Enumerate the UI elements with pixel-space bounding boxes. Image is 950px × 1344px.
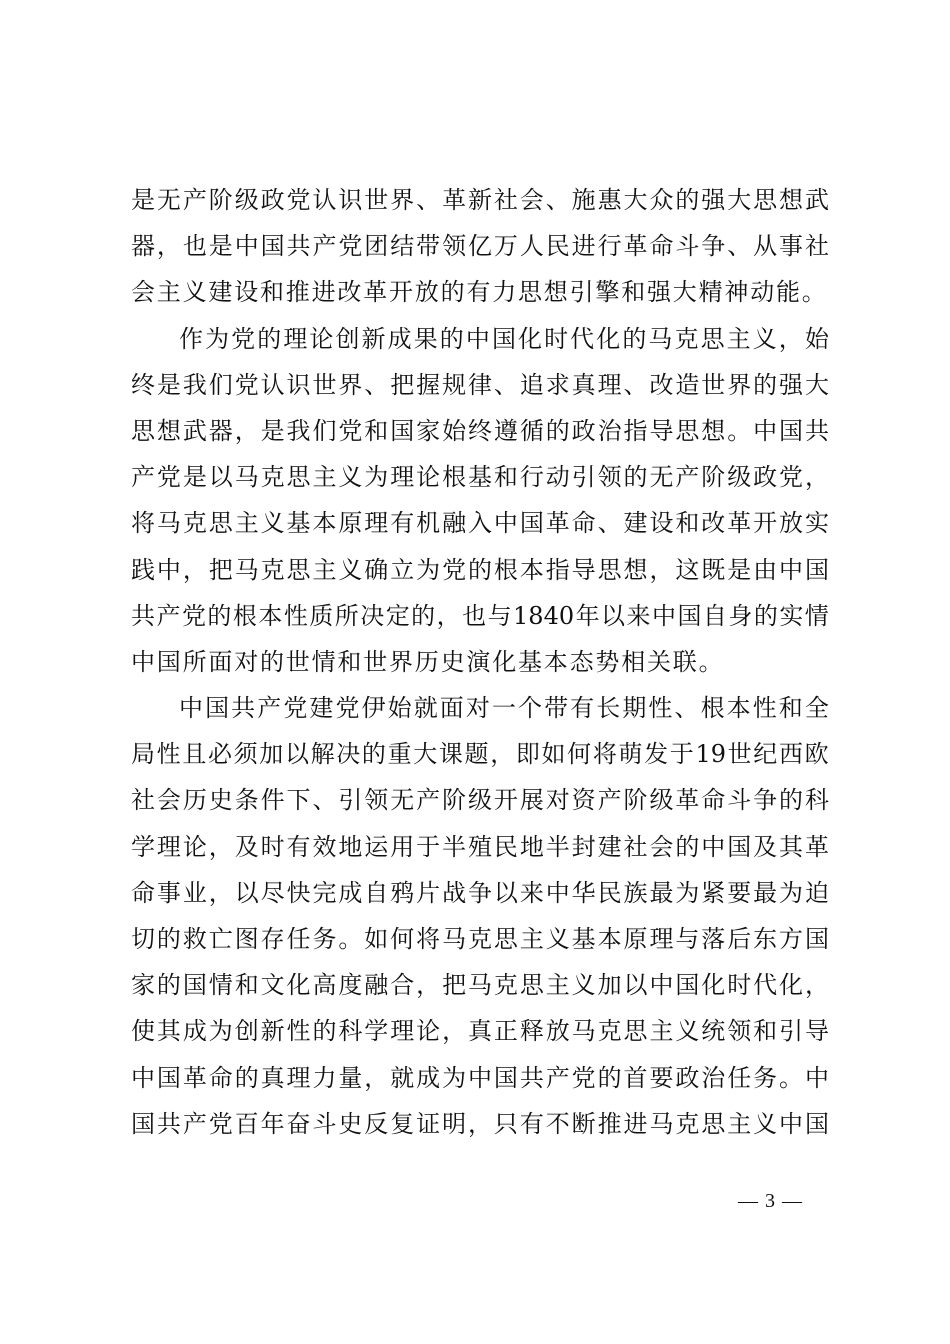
text-line: 家 的 国 情 和 文 化 高 度 融 合 ， 把 马 克 思 主 义 加 以 中 国 化 时 代 化 ， [131, 971, 829, 1000]
text-line: 学 理 论 ， 及 时 有 效 地 运 用 于 半 殖 民 地 半 封 建 社 会 的 中 国 及 其 革 [131, 832, 829, 861]
text-line: 命 事 业 ， 以 尽 快 完 成 自 鸦 片 战 争 以 来 中 华 民 族 最 为 紧 要 最 为 迫 [131, 878, 829, 907]
text-line: 是 无 产 阶 级 政 党 认 识 世 界 、 革 新 社 会 、 施 惠 大 众 的 强 大 思 想 武 [131, 186, 829, 214]
text-line: 局 性 且 必 须 加 以 解 决 的 重 大 课 题 ， 即 如 何 将 萌 发 于 19 世 纪 西 欧 [131, 740, 829, 769]
page-number: — 3 — [738, 1190, 803, 1212]
text-line: 中 国 革 命 的 真 理 力 量 ， 就 成 为 中 国 共 产 党 的 首 要 政 治 任 务 。 中 [131, 1063, 829, 1092]
text-line: 会主义建设和推进改革开放的有力思想引擎和强大精神动能。 [131, 278, 828, 307]
text-line: 国 共 产 党 百 年 奋 斗 史 反 复 证 明 ， 只 有 不 断 推 进 马 克 思 主 义 中 国 [131, 1109, 829, 1138]
text-line: 中 国 共 产 党 建 党 伊 始 就 面 对 一 个 带 有 长 期 性 、 根 本 性 和 全 [179, 694, 829, 723]
text-line: 作 为 党 的 理 论 创 新 成 果 的 中 国 化 时 代 化 的 马 克 思 主 义 ， 始 [179, 324, 829, 353]
text-line: 社 会 历 史 条 件 下 、 引 领 无 产 阶 级 开 展 对 资 产 阶 级 革 命 斗 争 的 科 [131, 786, 829, 815]
text-line: 产 党 是 以 马 克 思 主 义 为 理 论 根 基 和 行 动 引 领 的 无 产 阶 级 政 党 ， [131, 463, 829, 492]
document-body [131, 180, 829, 1150]
text-line: 思 想 武 器 ， 是 我 们 党 和 国 家 始 终 遵 循 的 政 治 指 导 思 想 。 中 国 共 [131, 416, 829, 445]
text-line: 终 是 我 们 党 认 识 世 界 、 把 握 规 律 、 追 求 真 理 、 改 造 世 界 的 强 大 [131, 370, 829, 399]
text-line: 器 ， 也 是 中 国 共 产 党 团 结 带 领 亿 万 人 民 进 行 革 命 斗 争 、 从 事 社 [131, 232, 829, 261]
text-line: 将 马 克 思 主 义 基 本 原 理 有 机 融 入 中 国 革 命 、 建 设 和 改 革 开 放 实 [131, 509, 829, 538]
text-line: 践 中 ， 把 马 克 思 主 义 确 立 为 党 的 根 本 指 导 思 想 ， 这 既 是 由 中 国 [131, 555, 829, 584]
text-line: 切 的 救 亡 图 存 任 务 。 如 何 将 马 克 思 主 义 基 本 原 理 与 落 后 东 方 国 [131, 925, 829, 953]
text-line: 使 其 成 为 创 新 性 的 科 学 理 论 ， 真 正 释 放 马 克 思 主 义 统 领 和 引 导 [131, 1017, 829, 1046]
text-line: 共 产 党 的 根 本 性 质 所 决 定 的 ， 也 与 1840 年 以 来 中 国 自 身 的 实 情 [131, 601, 829, 630]
text-line: 中国所面对的世情和世界历史演化基本态势相关联。 [131, 647, 725, 676]
